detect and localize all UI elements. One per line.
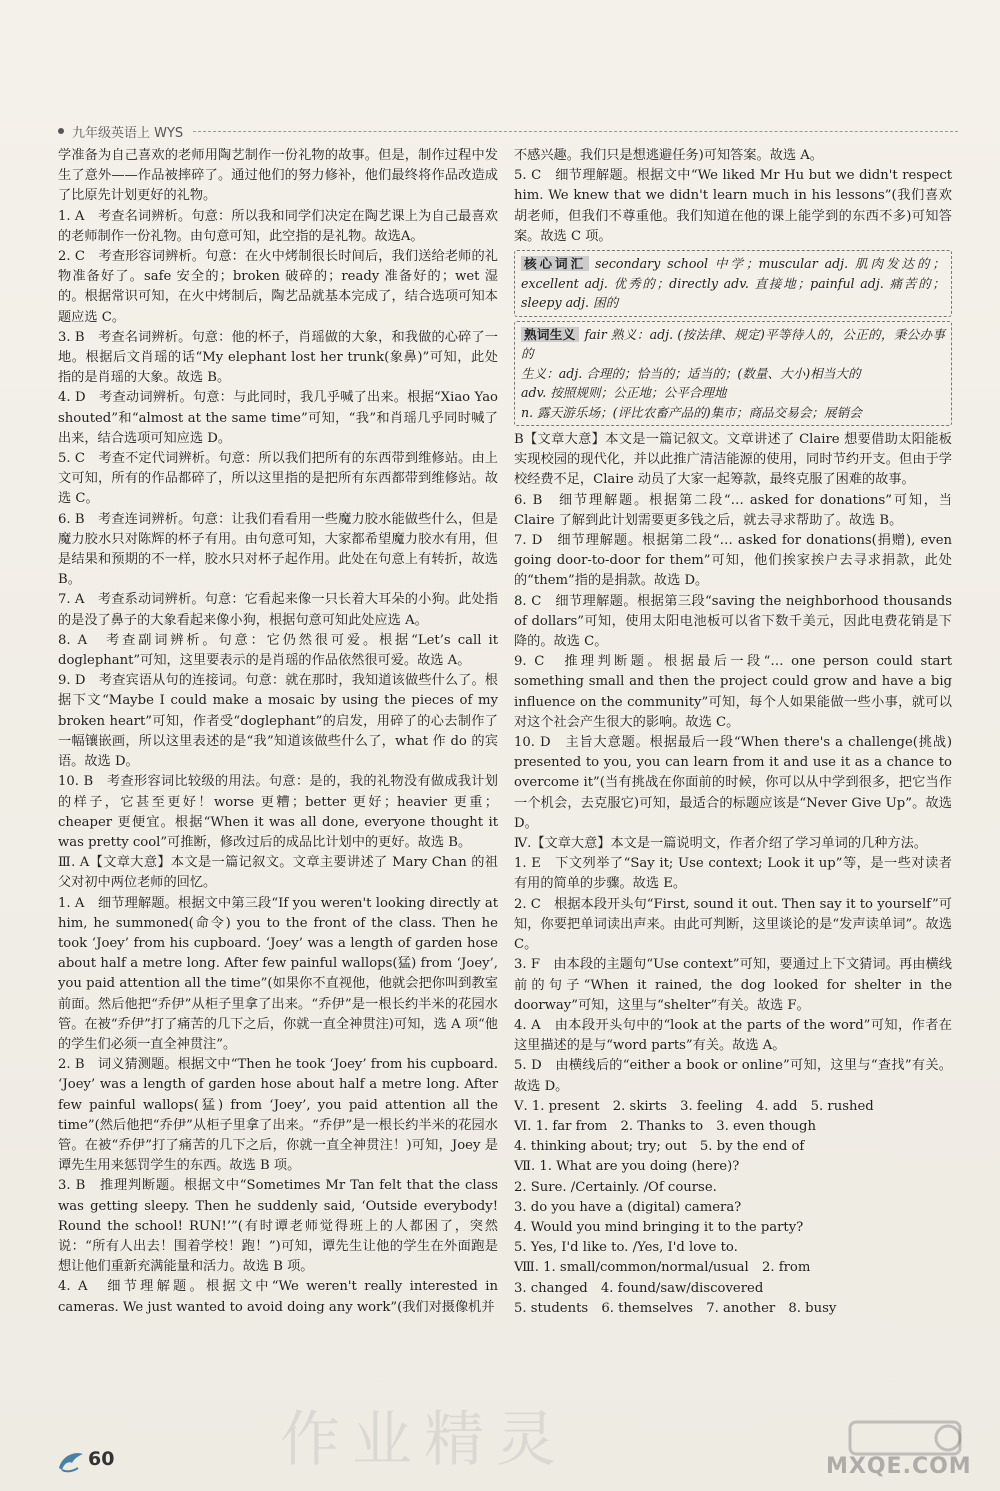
paragraph: 2. C 考查形容词辨析。句意：在火中烤制很长时间后，我们送给老师的礼物准备好了。safe 安全的；broken 破碎的；ready 准备好的；wet 湿的。根据常识可知，在火中烤制后，陶艺品就基本完成了，结合选项可知本题应选 C。 — [58, 249, 498, 325]
meaning-text: fair 熟义：adj. (按法律、规定)平等待人的，公正的，秉公办事的 — [521, 326, 945, 362]
paragraph: 4. A 细节理解题。根据文中“We weren't really interested in cameras. We just wanted to avoid doing any work”(我们对摄像机并 — [58, 1279, 503, 1315]
meaning-line — [521, 325, 945, 364]
answer-line: 4. Would you mind bringing it to the party? — [514, 1219, 804, 1235]
paragraph: 3. F 由本段的主题句“Use context”可知，要通过上下文猜词。再由横线前的句子“When it rained, the dog looked for shelter in the doorway”可知，这里与“shelter”有关。故选 F。 — [514, 957, 957, 1013]
paragraph: 5. C 考查不定代词辨析。句意：所以我们把所有的东西带到维修站。由上文可知，所有的作品都碎了，所以这里指的是把所有东西都带到维修站。故选 C。 — [58, 451, 498, 507]
paragraph: 3. B 考查名词辨析。句意：他的杯子，肖瑶做的大象，和我做的心碎了一地。根据后文肖瑶的话“My elephant lost her trunk(象鼻)”可知，此处指的是肖瑶的大象。故选 B。 — [58, 329, 498, 386]
paragraph: 2. C 根据本段开头句“First, sound it out. Then say it to yourself”可知，你要把单词读出声来。由此可判断，这里谈论的是“发声读单词”。故选 C。 — [514, 896, 957, 953]
answer-line: Ⅷ. 1. small/common/normal/usual 2. from — [514, 1260, 811, 1276]
paragraph: 1. A 考查名词辨析。句意：所以我和同学们决定在陶艺课上为自己最喜欢的老师制作一份礼物。由句意可知，此空指的是礼物。故选A。 — [58, 208, 498, 244]
paragraph: 学准备为自己喜欢的老师用陶艺制作一份礼物的故事。但是，制作过程中发生了意外——作品被摔碎了。通过他们的努力修补，他们最终将作品改造成了比原先计划更好的礼物。 — [58, 148, 498, 204]
header-rule — [193, 131, 958, 132]
header-title: 九年级英语上 WYS — [72, 125, 184, 141]
answer-stamp-icon — [800, 1420, 980, 1482]
paragraph: 7. D 细节理解题。根据第二段“… asked for donations(捐赠), even going door-to-door for them”可知，他们挨家挨户去寻求捐款，此处的“them”指的是捐款。故选 D。 — [514, 533, 957, 589]
paragraph: 6. B 考查连词辨析。句意：让我们看看用一些魔力胶水能做些什么，但是魔力胶水只对陈辉的杯子有用。由句意可知，大家都希望魔力胶水有用，但是结果和预期的不一样，胶水只对杯子起作用。此处在句意上有转折，故选 B。 — [58, 511, 503, 588]
vocab-box — [514, 250, 952, 317]
paragraph: 5. C 细节理解题。根据文中“We liked Mr Hu but we didn't respect him. We knew that we didn't learn much in his lessons”(我们喜欢胡老师，但我们不尊重他。我们知道在他的课上能学到的东西不多)可知答案。故选 C 项。 — [514, 168, 957, 244]
section-heading: B【文章大意】本文是一篇记叙文。文章讲述了 Claire 想要借助太阳能板实现校园的现代化，并以此推广清洁能源的使用，同时节约开支。但由于学校经费不足，Claire 动员了大家一起筹款，最终克服了困难的故事。 — [514, 432, 952, 488]
meaning-line: 生义：adj. 合理的；恰当的；适当的；(数量、大小)相当大的 — [521, 365, 861, 381]
answer-line: Ⅵ. 1. far from 2. Thanks to 3. even though — [514, 1118, 816, 1134]
right-column — [514, 146, 957, 1319]
site-watermark-text: MXQE.COM — [826, 1454, 972, 1479]
vocab-line — [521, 254, 945, 313]
paragraph: 2. B 词义猜测题。根据文中“Then he took ‘Joey’ from his cupboard. ‘Joey’ was a length of garden hose about half a metre long. After few painful wallops(猛) from ‘Joey’, you paid attention all the time”(然后他把“乔伊”从柜子里拿了出来。“乔伊”是一根长约半米的花园水管。在被“乔伊”打了痛苦的几下之后，你就一直全神贯注！)可知，Joey 是谭先生用来惩罚学生的东西。故选 B 项。 — [58, 1057, 503, 1174]
left-column — [58, 146, 503, 1318]
meaning-line: n. 露天游乐场；(评比农畜产品的)集市；商品交易会；展销会 — [521, 404, 862, 420]
paragraph: 8. C 细节理解题。根据第三段“saving the neighborhood thousands of dollars”可知，使用太阳电池板可以省下数千美元，因此电费花销是下降的。故选 C。 — [514, 593, 957, 650]
paragraph: 10. D 主旨大意题。根据最后一段“When there's a challenge(挑战) presented to you, you can learn from it and use it as a chance to overcome it”(当有挑战在你面前的时候，你可以从中学到很多，把它当作一个机会，去克服它)可知，最适合的标题应该是“Never Give Up”。故选 D。 — [514, 735, 957, 831]
section-heading: Ⅲ. A【文章大意】本文是一篇记叙文。文章主要讲述了 Mary Chan 的祖父对初中两位老师的回忆。 — [58, 855, 498, 891]
watermark: 作业精灵 — [280, 1405, 568, 1475]
bullet-icon — [58, 128, 64, 134]
answer-line: Ⅴ. 1. present 2. skirts 3. feeling 4. add 5. rushed — [514, 1098, 874, 1114]
answer-line: 5. students 6. themselves 7. another 8. busy — [514, 1300, 837, 1316]
meaning-line: adv. 按照规则；公正地；公平合理地 — [521, 385, 727, 401]
paragraph: 4. A 由本段开头句中的“look at the parts of the word”可知，作者在这里描述的是与“word parts”有关。故选 A。 — [514, 1017, 952, 1054]
page-number: 60 — [88, 1448, 115, 1470]
paragraph: 1. E 下文列举了“Say it; Use context; Look it up”等，是一些对读者有用的简单的步骤。故选 E。 — [514, 856, 952, 892]
answer-line: 2. Sure. /Certainly. /Of course. — [514, 1179, 717, 1195]
paragraph: 5. D 由横线后的“either a book or online”可知，这里与“查找”有关。故选 D。 — [514, 1058, 952, 1094]
answer-line: Ⅶ. 1. What are you doing (here)? — [514, 1159, 740, 1175]
paragraph: 8. A 考查副词辨析。句意：它仍然很可爱。根据“Let’s call it doglephant”可知，这里要表示的是肖瑶的作品依然很可爱。故选 A。 — [58, 632, 503, 669]
running-header — [58, 118, 958, 144]
paragraph: 3. B 推理判断题。根据文中“Sometimes Mr Tan felt that the class was getting sleepy. Then he suddenly said, ‘Outside everybody! Round the school! RUN!’”(有时谭老师觉得班上的人都困了，突然说：“所有人出去！围着学校！跑！”)可知，谭先生让他的学生在外面跑是想让他们重新充满能量和活力。故选 B 项。 — [58, 1178, 503, 1275]
answer-line: 3. do you have a (digital) camera? — [514, 1199, 742, 1215]
paragraph: 1. A 细节理解题。根据文中第三段“If you weren't looking directly at him, he summoned(命令) you to the front of the class. Then he took ‘Joey’ from his cupboard. ‘Joey’ was a length of garden hose about half a metre long. After few painful wallops(猛) from ‘Joey’, you paid attention all the time”(如果你不直视他，他就会把你叫到教室前面。然后他把“乔伊”从柜子里拿了出来。“乔伊”是一根长约半米的花园水管。在被“乔伊”打了痛苦的几下之后，你就一直全神贯注)可知，选 A 项“他的学生们必须一直全神贯注”。 — [58, 895, 503, 1052]
paragraph: 6. B 细节理解题。根据第二段“… asked for donations”可知，当 Claire 了解到此计划需要更多钱之后，就去寻求帮助了。故选 B。 — [514, 492, 957, 528]
paragraph: 7. A 考查系动词辨析。句意：它看起来像一只长着大耳朵的小狗。此处指的是没了鼻子的大象看起来像小狗，根据句意可知此处应选 A。 — [58, 592, 498, 628]
paragraph: 9. D 考查宾语从句的连接词。句意：就在那时，我知道该做些什么了。根据下文“Maybe I could make a mosaic by using the pieces of my broken heart”可知，作者受“doglephant”的启发，用碎了的心去制作了一幅镶嵌画，所以这里表述的是“我”知道该做些什么了，what 作 do 的宾语。故选 D。 — [58, 673, 503, 770]
meaning-box-title: 熟词生义 — [521, 327, 579, 342]
answer-line: 4. thinking about; try; out 5. by the end of — [514, 1139, 805, 1155]
answer-line: 3. changed 4. found/saw/discovered — [514, 1280, 764, 1296]
paragraph: 10. B 考查形容词比较级的用法。句意：是的，我的礼物没有做成我计划的样子，它甚至更好！worse 更糟；better 更好；heavier 更重；cheaper 更便宜。根据“When it was all done, everyone thought it was pretty cool”可推断，修改过后的成品比计划中的更好。故选 B。 — [58, 774, 503, 850]
section-heading: Ⅳ.【文章大意】本文是一篇说明文，作者介绍了学习单词的几种方法。 — [514, 836, 927, 852]
paragraph: 4. D 考查动词辨析。句意：与此同时，我几乎喊了出来。根据“Xiao Yao shouted”和“almost at the same time”可知，“我”和肖瑶几乎同时喊了出来，结合选项可知应选 D。 — [58, 390, 503, 446]
vocab-text: secondary school 中学；muscular adj. 肌肉发达的；excellent adj. 优秀的；directly adv. 直接地；painful adj. 痛苦的；sleepy adj. 困的 — [521, 256, 945, 311]
dolphin-icon — [56, 1448, 86, 1476]
answer-line: 5. Yes, I'd like to. /Yes, I'd love to. — [514, 1240, 738, 1256]
vocab-box-title: 核心词汇 — [521, 256, 589, 271]
word-meaning-box — [514, 321, 952, 427]
paragraph: 不感兴趣。我们只是想逃避任务)可知答案。故选 A。 — [514, 148, 823, 163]
paragraph: 9. C 推理判断题。根据最后一段“… one person could start something small and then the project could grow and have a big influence on the community”可知，每个人如果能做一些小事，就可以对这个社会产生很大的影响。故选 C。 — [514, 654, 957, 730]
